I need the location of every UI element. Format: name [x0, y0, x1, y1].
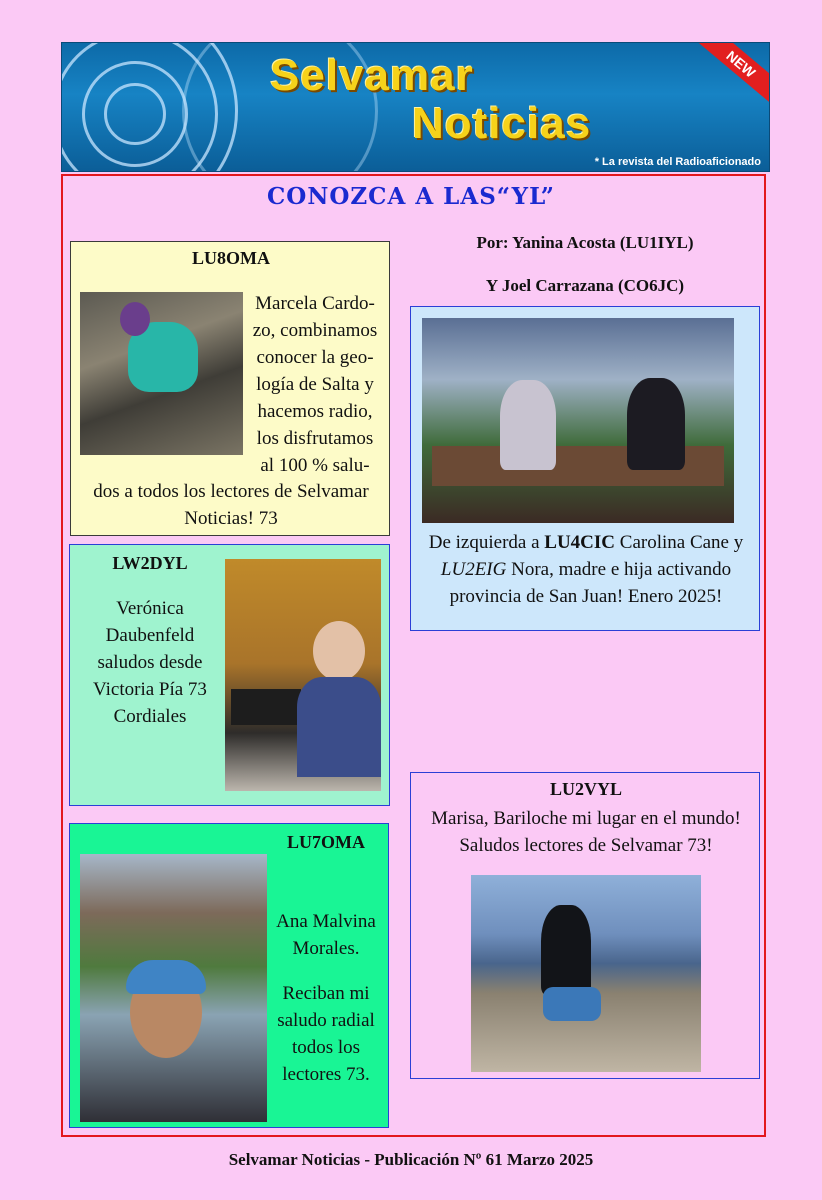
card-callsign: LU8OMA: [192, 248, 270, 268]
photo-veronica-daubenfeld: [225, 559, 381, 791]
card-text: Marisa, Bariloche mi lugar en el mundo! Saludos lectores de Selvamar 73!: [431, 808, 741, 856]
byline-author-1: Por: Yanina Acosta (LU1IYL): [476, 233, 694, 252]
card-lu4cic-lu2eig: [410, 306, 760, 631]
person-legs: [543, 987, 601, 1021]
page-footer: Selvamar Noticias - Publicación Nº 61 Marzo 2025: [228, 1150, 594, 1169]
radio-equipment: [231, 689, 301, 725]
decorative-ring: [104, 83, 166, 145]
masthead-title-line2: Noticias: [412, 99, 592, 148]
card-lu7oma: [69, 823, 389, 1128]
card-text-continued: dos a todos los lectores de Selvamar Noticias! 73: [93, 481, 369, 529]
new-badge: NEW: [696, 42, 770, 105]
page-heading: CONOZCA A LAS“YL”: [266, 183, 555, 210]
card-text: Marcela Cardo-zo, combinamos conocer la geo-logía de Salta y hacemos radio, los disfrutamos al 100 % salu-: [252, 293, 378, 476]
card-text: Reciban mi saludo radial todos los lectores 73.: [277, 983, 375, 1085]
byline-author-2: Y Joel Carrazana (CO6JC): [485, 276, 685, 295]
masthead-tagline: * La revista del Radioaficionado: [594, 156, 761, 168]
person-head: [313, 621, 365, 681]
masthead-title-line1: Selvamar: [270, 51, 474, 100]
photo-ana-malvina-morales: [80, 854, 267, 1122]
caption-callsign-lu4cic: LU4CIC: [544, 532, 616, 553]
person-left: [500, 380, 556, 470]
caption-suffix: Nora, madre e hija activando provincia de San Juan! Enero 2025!: [449, 559, 732, 607]
photo-marisa: [471, 875, 701, 1072]
person-figure: [541, 905, 591, 995]
caption-prefix: De izquierda a: [428, 532, 545, 553]
card-callsign: LU2VYL: [549, 779, 622, 799]
photo-marcela-cardozo: [80, 292, 243, 455]
person-head: [120, 302, 150, 336]
card-lu2vyl: [410, 772, 760, 1079]
person-body: [297, 677, 381, 777]
card-name: Ana Malvina Morales.: [276, 911, 376, 959]
photo-caption: [419, 529, 753, 610]
card-lu8oma: [70, 241, 390, 536]
caption-callsign-lu2eig: LU2EIG: [440, 559, 507, 580]
card-callsign: LW2DYL: [112, 553, 188, 573]
card-callsign: LU7OMA: [287, 832, 365, 852]
headscarf: [126, 960, 206, 994]
masthead-banner: [61, 42, 770, 172]
card-lw2dyl: [69, 544, 390, 806]
person-right: [627, 378, 685, 470]
photo-carolina-nora: [422, 318, 734, 523]
card-text: Verónica Daubenfeld saludos desde Victoria Pía 73 Cordiales: [93, 598, 207, 727]
caption-mid: Carolina Cane y: [615, 532, 744, 553]
